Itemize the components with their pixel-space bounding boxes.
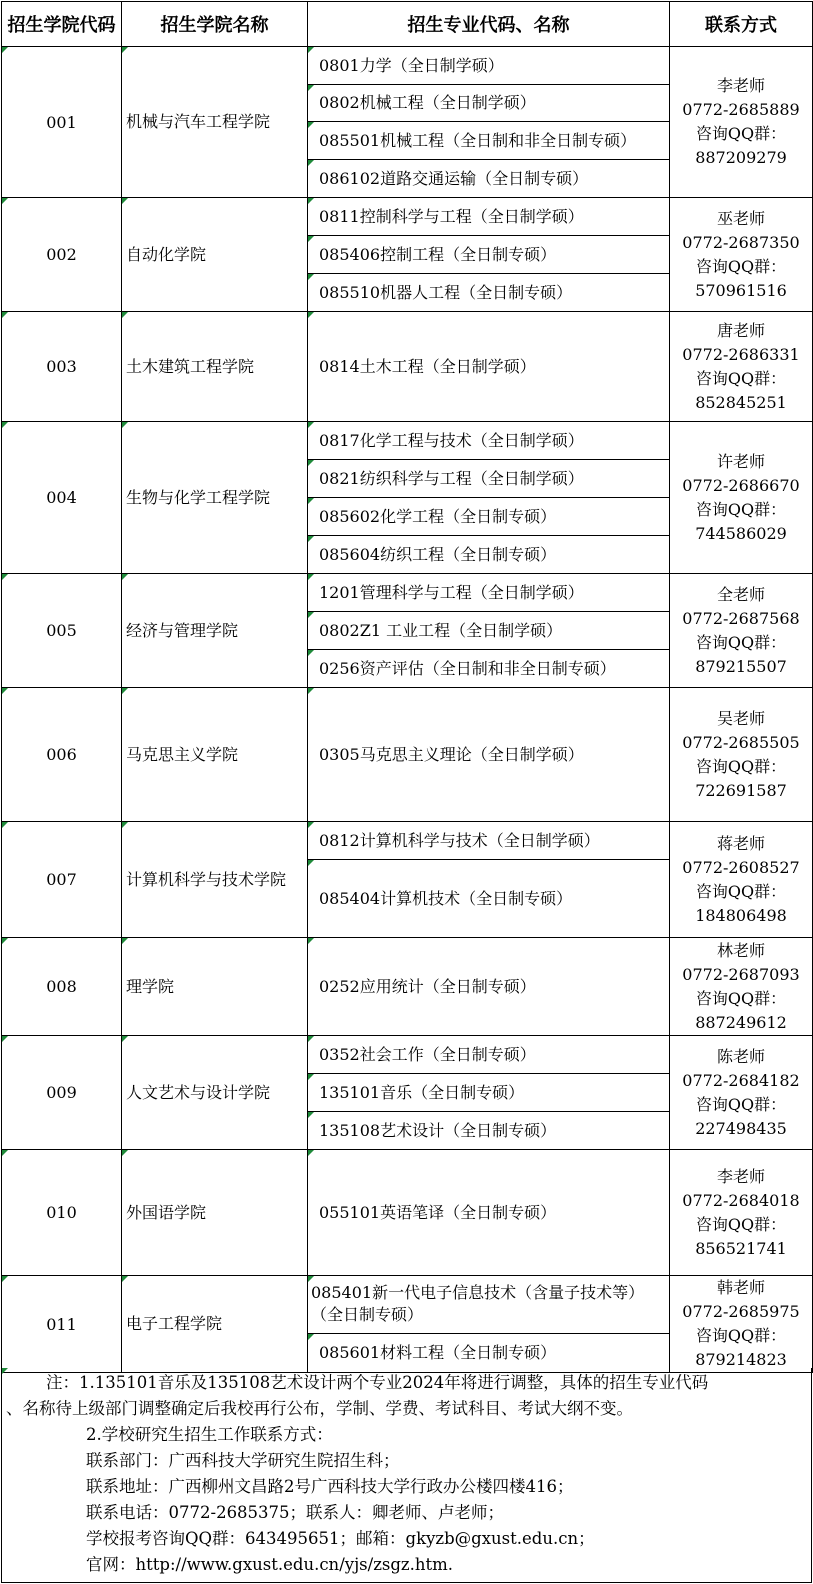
contact-phone: 0772-2684018 <box>682 1190 800 1210</box>
major-item: 085406控制工程（全日制专硕） <box>308 236 670 274</box>
college-code: 003 <box>2 312 122 422</box>
contact-phone: 0772-2686331 <box>682 344 800 364</box>
contact-cell <box>670 1150 813 1276</box>
major-item: 0352社会工作（全日制专硕） <box>308 1036 670 1074</box>
table-row <box>2 47 813 85</box>
note-line: 2.学校研究生招生工作联系方式： <box>86 1425 333 1444</box>
college-code: 002 <box>2 198 122 312</box>
contact-qq-email: 学校报考咨询QQ群：643495651；邮箱：gkyzb@gxust.edu.cn； <box>86 1529 595 1548</box>
college-code: 010 <box>2 1150 122 1276</box>
contact-qq-number: 879215507 <box>695 656 787 676</box>
contact-phone: 0772-2686670 <box>682 475 800 495</box>
contact-qq-number: 852845251 <box>695 392 787 412</box>
contact-cell <box>670 688 813 822</box>
college-name: 机械与汽车工程学院 <box>122 47 308 198</box>
college-code: 001 <box>2 47 122 198</box>
header-contact: 联系方式 <box>670 2 813 47</box>
contact-cell <box>670 822 813 938</box>
major-item: 055101英语笔译（全日制专硕） <box>308 1150 670 1276</box>
contact-cell <box>670 47 813 198</box>
college-code: 004 <box>2 422 122 574</box>
college-code: 011 <box>2 1276 122 1373</box>
college-name: 经济与管理学院 <box>122 574 308 688</box>
contact-qq-label: 咨询QQ群： <box>695 499 787 519</box>
contact-phone: 0772-2687350 <box>682 232 800 252</box>
contact-person: 蒋老师 <box>716 833 765 853</box>
major-item: 0802机械工程（全日制学硕） <box>308 85 670 122</box>
college-name: 生物与化学工程学院 <box>122 422 308 574</box>
contact-qq-number: 227498435 <box>695 1118 787 1138</box>
major-item: 085601材料工程（全日制专硕） <box>308 1333 670 1372</box>
contact-department: 联系部门：广西科技大学研究生院招生科； <box>86 1451 400 1470</box>
contact-qq-number: 887249612 <box>695 1012 787 1032</box>
contact-qq-number: 570961516 <box>695 280 787 300</box>
contact-qq-label: 咨询QQ群： <box>695 756 787 776</box>
major-item: 0305马克思主义理论（全日制学硕） <box>308 688 670 822</box>
contact-person: 李老师 <box>716 1166 765 1186</box>
table-row <box>2 574 813 612</box>
major-item: 0802Z1 工业工程（全日制学硕） <box>308 612 670 650</box>
contact-phone: 0772-2687568 <box>682 608 800 628</box>
major-item: 086102道路交通运输（全日制专硕） <box>308 160 670 198</box>
contact-cell <box>670 574 813 688</box>
notes-section <box>1 1368 812 1583</box>
major-item: 0821纺织科学与工程（全日制学硕） <box>308 460 670 498</box>
contact-person: 陈老师 <box>716 1046 765 1066</box>
table-row <box>2 422 813 460</box>
college-name: 电子工程学院 <box>122 1276 308 1373</box>
contact-qq-label: 咨询QQ群： <box>695 368 787 388</box>
college-name: 计算机科学与技术学院 <box>122 822 308 938</box>
major-item: 0812计算机科学与技术（全日制学硕） <box>308 822 670 860</box>
contact-qq-label: 咨询QQ群： <box>695 256 787 276</box>
contact-person: 林老师 <box>716 940 765 960</box>
college-code: 007 <box>2 822 122 938</box>
contact-qq-number: 722691587 <box>695 780 787 800</box>
college-name: 外国语学院 <box>122 1150 308 1276</box>
table-row <box>2 1276 813 1334</box>
college-name: 理学院 <box>122 938 308 1036</box>
contact-qq-label: 咨询QQ群： <box>695 988 787 1008</box>
table-row <box>2 312 813 422</box>
table-header-row <box>2 2 813 47</box>
major-item: 0256资产评估（全日制和非全日制专硕） <box>308 650 670 688</box>
table-row <box>2 198 813 236</box>
table-row <box>2 938 813 1036</box>
header-college-code: 招生学院代码 <box>2 2 122 47</box>
header-major: 招生专业代码、名称 <box>308 2 670 47</box>
contact-address: 联系地址：广西柳州文昌路2号广西科技大学行政办公楼四楼416； <box>86 1477 574 1496</box>
major-item: 085501机械工程（全日制和非全日制专硕） <box>308 122 670 160</box>
admissions-table <box>1 1 813 1373</box>
contact-cell <box>670 198 813 312</box>
contact-qq-label: 咨询QQ群： <box>695 632 787 652</box>
contact-person: 许老师 <box>716 451 765 471</box>
contact-qq-number: 856521741 <box>695 1238 787 1258</box>
major-item: 085604纺织工程（全日制专硕） <box>308 536 670 574</box>
contact-phone: 0772-2685505 <box>682 732 800 752</box>
table-row <box>2 1150 813 1276</box>
header-college-name: 招生学院名称 <box>122 2 308 47</box>
major-item: 085404计算机技术（全日制专硕） <box>308 860 670 938</box>
contact-person: 吴老师 <box>716 708 765 728</box>
major-item: 0811控制科学与工程（全日制学硕） <box>308 198 670 236</box>
contact-person: 巫老师 <box>716 208 765 228</box>
major-item: 0801力学（全日制学硕） <box>308 47 670 85</box>
contact-cell <box>670 938 813 1036</box>
major-item: 0817化学工程与技术（全日制学硕） <box>308 422 670 460</box>
major-item: 135108艺术设计（全日制专硕） <box>308 1112 670 1150</box>
contact-phone: 0772-2684182 <box>682 1070 800 1090</box>
contact-phone: 0772-2685975 <box>682 1302 800 1321</box>
table-row <box>2 822 813 860</box>
contact-phone: 0772-2608527 <box>682 857 800 877</box>
major-item: 0814土木工程（全日制学硕） <box>308 312 670 422</box>
note-line: 注：1.135101音乐及135108艺术设计两个专业2024年将进行调整，具体的招生专业代码 <box>46 1373 709 1392</box>
contact-qq-label: 咨询QQ群： <box>695 124 787 143</box>
contact-qq-label: 咨询QQ群： <box>695 1094 787 1114</box>
college-name: 自动化学院 <box>122 198 308 312</box>
college-name: 人文艺术与设计学院 <box>122 1036 308 1150</box>
major-item: 085401新一代电子信息技术（含量子技术等）（全日制专硕） <box>308 1276 670 1334</box>
table-row <box>2 688 813 822</box>
note-line: 、名称待上级部门调整确定后我校再行公布，学制、学费、考试科目、考试大纲不变。 <box>6 1399 633 1418</box>
contact-cell <box>670 422 813 574</box>
contact-phone: 0772-2685889 <box>682 100 800 119</box>
college-code: 009 <box>2 1036 122 1150</box>
contact-qq-label: 咨询QQ群： <box>695 881 787 901</box>
major-item: 085602化学工程（全日制专硕） <box>308 498 670 536</box>
contact-cell <box>670 1276 813 1373</box>
college-code: 005 <box>2 574 122 688</box>
contact-qq-number: 744586029 <box>695 523 787 543</box>
college-name: 马克思主义学院 <box>122 688 308 822</box>
contact-cell <box>670 312 813 422</box>
college-name: 土木建筑工程学院 <box>122 312 308 422</box>
contact-cell <box>670 1036 813 1150</box>
contact-qq-label: 咨询QQ群： <box>695 1214 787 1234</box>
major-item: 085510机器人工程（全日制专硕） <box>308 274 670 312</box>
official-website: 官网：http://www.gxust.edu.cn/yjs/zsgz.htm. <box>86 1555 454 1574</box>
contact-qq-number: 184806498 <box>695 905 787 925</box>
contact-qq-number: 879214823 <box>695 1350 787 1369</box>
college-code: 006 <box>2 688 122 822</box>
contact-person: 李老师 <box>716 76 765 95</box>
contact-phone-line: 联系电话：0772-2685375；联系人：卿老师、卢老师； <box>86 1503 505 1522</box>
table-row <box>2 1036 813 1074</box>
contact-person: 唐老师 <box>716 320 765 340</box>
contact-phone: 0772-2687093 <box>682 964 800 984</box>
contact-person: 全老师 <box>716 584 765 604</box>
contact-qq-number: 887209279 <box>695 148 787 167</box>
major-item: 135101音乐（全日制专硕） <box>308 1074 670 1112</box>
college-code: 008 <box>2 938 122 1036</box>
major-item: 0252应用统计（全日制专硕） <box>308 938 670 1036</box>
contact-person: 韩老师 <box>716 1278 765 1297</box>
major-item: 1201管理科学与工程（全日制学硕） <box>308 574 670 612</box>
contact-qq-label: 咨询QQ群： <box>695 1326 787 1345</box>
